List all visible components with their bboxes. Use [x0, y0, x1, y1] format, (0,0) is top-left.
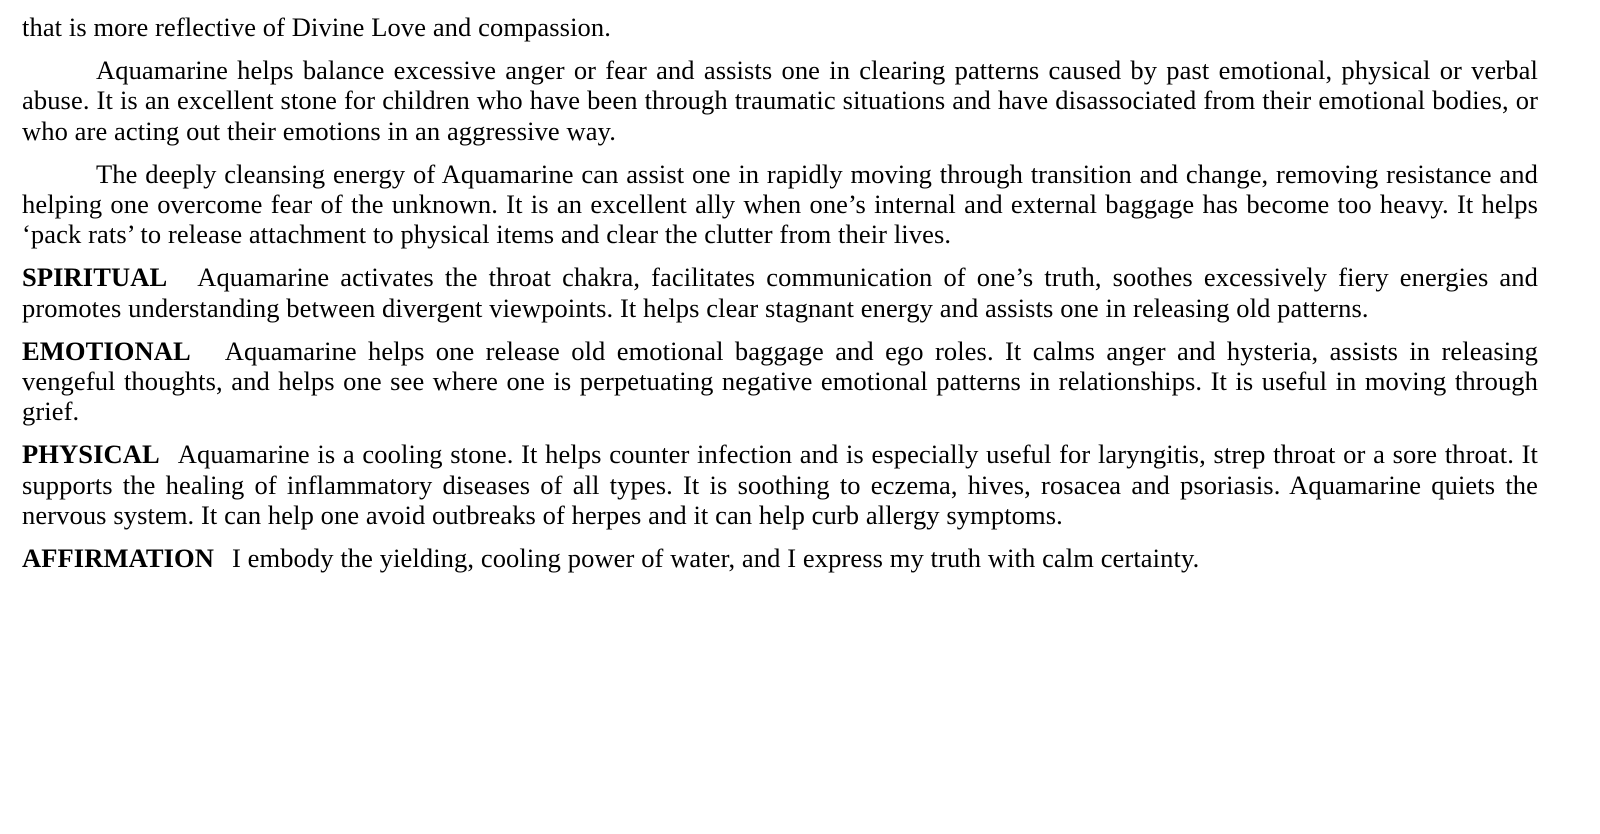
paragraph-text: Aquamarine helps balance excessive anger or fear and assists one in clearing patterns caused by past emotional, physical or verbal abuse. It is an excellent stone for children who have been through traumatic situations and have disassociated from their emotional bodies, or who are acting out their emotions in an aggressive way. — [22, 55, 1538, 146]
paragraph-emotional — [22, 336, 1538, 427]
paragraph-text: The deeply cleansing energy of Aquamarine can assist one in rapidly moving through transition and change, removing resistance and helping one overcome fear of the unknown. It is an excellent ally when one’s internal and external baggage has become too heavy. It helps ‘pack rats’ to release attachment to physical items and clear the clutter from their lives. — [22, 158, 1538, 250]
paragraph-aquamarine-balance — [22, 55, 1538, 146]
paragraph-physical — [22, 439, 1538, 530]
paragraph-affirmation — [22, 543, 1538, 573]
paragraph-text: Aquamarine activates the throat chakra, facilitates communication of one’s truth, soothes excessively fiery energies and promotes understanding between divergent viewpoints. It helps clear stagnant energy and assists one in releasing old patterns. — [22, 262, 1538, 323]
paragraph-text: that is more reflective of Divine Love and compassion. — [22, 12, 611, 42]
section-label-physical: PHYSICAL — [22, 439, 160, 470]
paragraph-spiritual — [22, 262, 1538, 322]
paragraph-continuation — [22, 12, 1538, 42]
section-label-emotional: EMOTIONAL — [22, 335, 191, 366]
paragraph-text: Aquamarine helps one release old emotional baggage and ego roles. It calms anger and hysteria, assists in releasing vengeful thoughts, and helps one see where one is perpetuating negative emotional patterns in relationships. It is useful in moving through grief. — [22, 335, 1538, 427]
paragraph-text: Aquamarine is a cooling stone. It helps counter infection and is especially useful for laryngitis, strep throat or a sore throat. It supports the healing of inflammatory diseases of all types. It is soothing to eczema, hives, rosacea and psoriasis. Aquamarine quiets the nervous system. It can help one avoid outbreaks of herpes and it can help curb allergy symptoms. — [22, 439, 1538, 530]
paragraph-aquamarine-cleansing — [22, 159, 1538, 250]
section-label-affirmation: AFFIRMATION — [22, 543, 214, 574]
paragraph-text: I embody the yielding, cooling power of water, and I express my truth with calm certainty. — [231, 543, 1200, 574]
section-label-spiritual: SPIRITUAL — [22, 262, 168, 293]
